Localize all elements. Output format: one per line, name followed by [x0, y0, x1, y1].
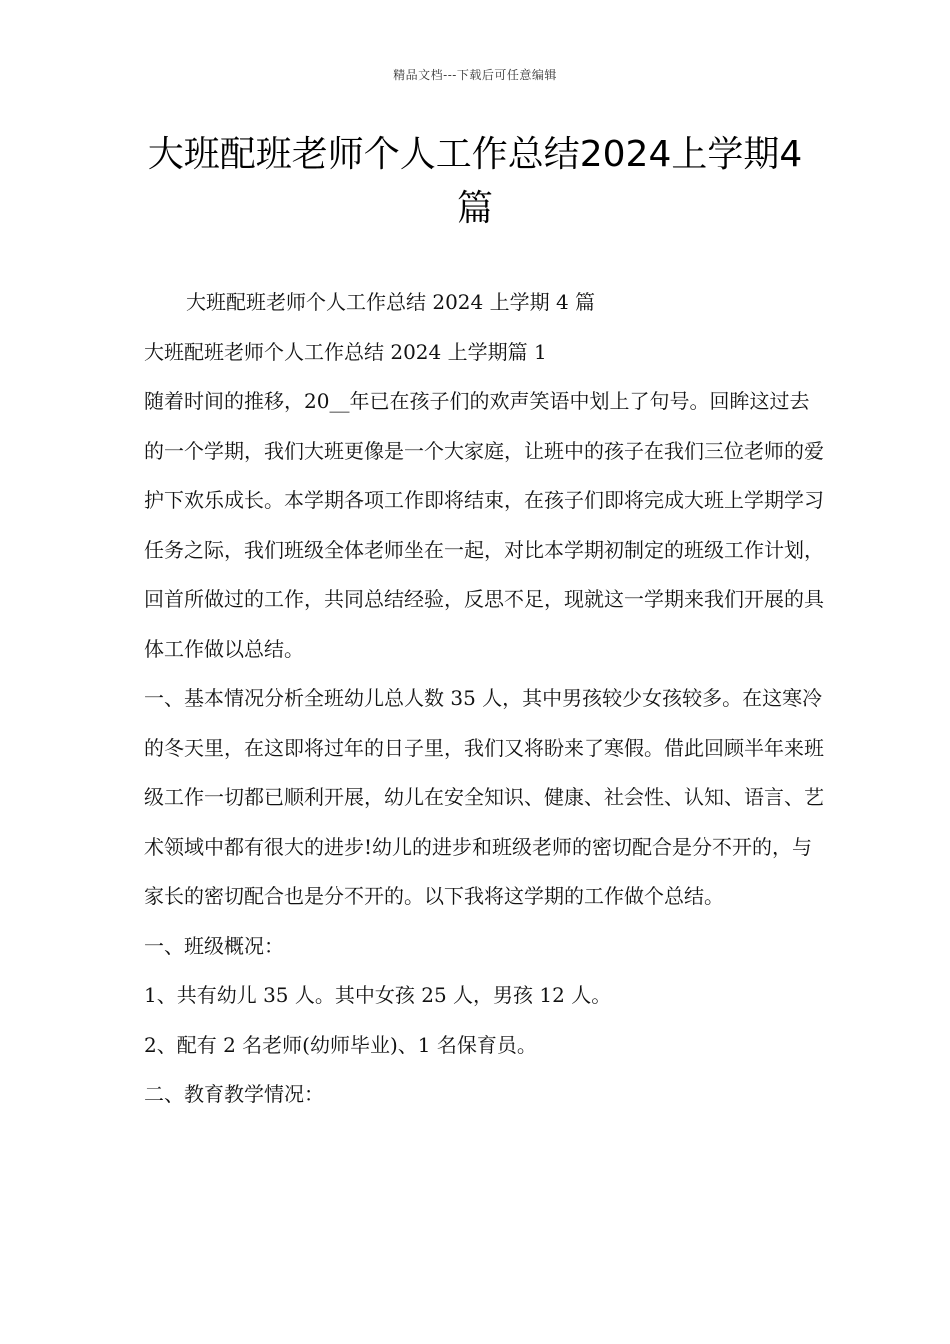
header-note: 精品文档---下载后可任意编辑: [393, 68, 557, 82]
section-heading: 大班配班老师个人工作总结 2024 上学期篇 1: [144, 339, 547, 364]
paragraph-intro: 随着时间的推移，20__年已在孩子们的欢声笑语中划上了句号。回眸这过去的一个学期，我们大班更像是一个大家庭，让班中的孩子在我们三位老师的爱护下欢乐成长。本学期各项工作即将结束，在孩子们即将完成大班上学期学习任务之际，我们班级全体老师坐在一起，对比本学期初制定的班级工作计划，回首所做过的工作，共同总结经验，反思不足，现就这一学期来我们开展的具体工作做以总结。: [144, 389, 824, 661]
heading-teaching: 二、教育教学情况：: [144, 1082, 324, 1106]
document-subtitle: 大班配班老师个人工作总结 2024 上学期 4 篇: [186, 290, 596, 314]
document-title: 大班配班老师个人工作总结2024上学期4篇: [147, 134, 803, 229]
heading-class-overview: 一、班级概况：: [144, 933, 284, 958]
list-item: 1、共有幼儿 35 人。其中女孩 25 人，男孩 12 人。: [144, 983, 612, 1007]
paragraph-basic-situation: 一、基本情况分析全班幼儿总人数 35 人，其中男孩较少女孩较多。在这寒冷的冬天里，在这即将过年的日子里，我们又将盼来了寒假。借此回顾半年来班级工作一切都已顺利开展，幼儿在安全知识、健康、社会性、认知、语言、艺术领域中都有很大的进步!幼儿的进步和班级老师的密切配合是分不开的，与家长的密切配合也是分不开的。以下我将这学期的工作做个总结。: [144, 686, 824, 908]
list-item: 2、配有 2 名老师(幼师毕业)、1 名保育员。: [144, 1032, 537, 1057]
document-body: [144, 278, 824, 1120]
